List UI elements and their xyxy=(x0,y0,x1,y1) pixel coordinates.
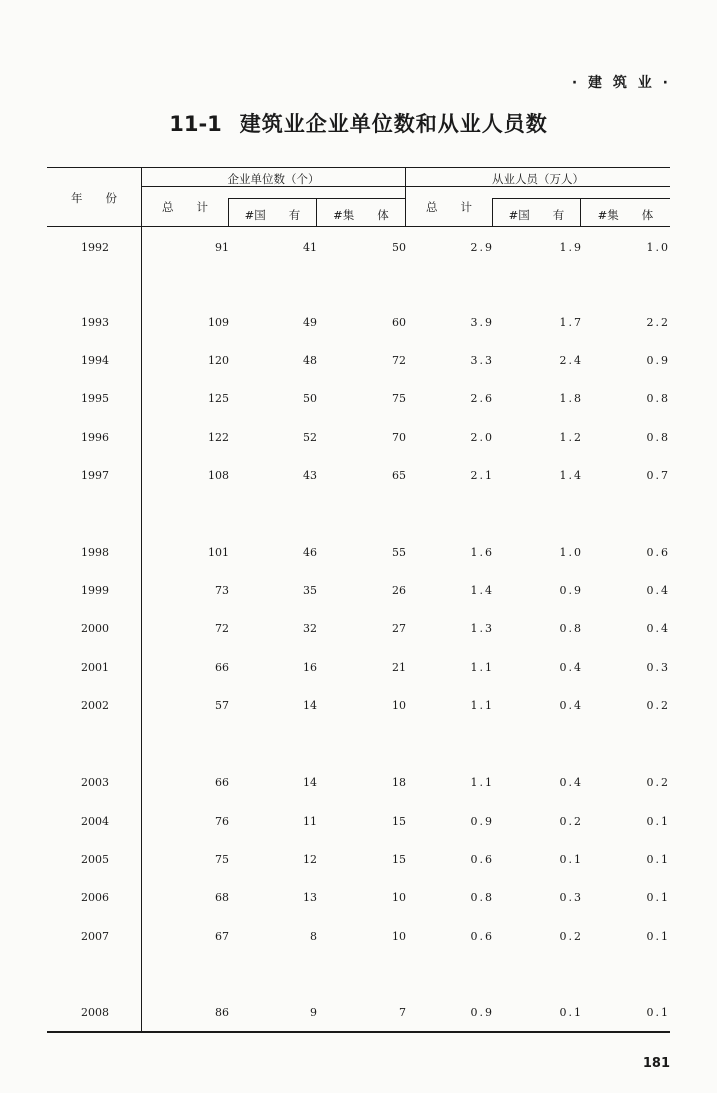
employment-header: 从业人员（万人） xyxy=(492,172,584,186)
table-row xyxy=(0,661,717,677)
employment-collective-cell: 0.9 xyxy=(646,354,670,367)
table-row xyxy=(0,891,717,907)
enterprise-total-cell: 68 xyxy=(215,891,229,904)
employment-collective-cell: 0.1 xyxy=(646,930,670,943)
employment-total-cell: 2.1 xyxy=(470,469,494,482)
enterprise-collective-cell: 10 xyxy=(392,930,406,943)
employment-state-cell: 0.2 xyxy=(559,815,583,828)
enterprise-state-cell: 49 xyxy=(303,316,317,329)
enterprise-collective-cell: 10 xyxy=(392,699,406,712)
enterprise-total-cell: 108 xyxy=(208,469,229,482)
enterprise-state-cell: 14 xyxy=(303,699,317,712)
enterprise-collective-cell: 21 xyxy=(392,661,406,674)
enterprise-state-cell: 48 xyxy=(303,354,317,367)
table-row xyxy=(0,622,717,638)
enterprise-total-cell: 75 xyxy=(215,853,229,866)
enterprise-state-cell: 8 xyxy=(310,930,317,943)
enterprise-state-cell: 32 xyxy=(303,622,317,635)
enterprise-total-cell: 57 xyxy=(215,699,229,712)
enterprise-total-cell: 125 xyxy=(208,392,229,405)
employment-collective-cell: 0.6 xyxy=(646,546,670,559)
enterprise-state-cell: 13 xyxy=(303,891,317,904)
employment-state-header: #国 有 xyxy=(508,208,565,222)
enterprise-collective-cell: 27 xyxy=(392,622,406,635)
enterprise-state-cell: 12 xyxy=(303,853,317,866)
enterprise-state-cell: 46 xyxy=(303,546,317,559)
employment-state-cell: 1.2 xyxy=(559,431,583,444)
employment-total-cell: 1.1 xyxy=(470,699,494,712)
enterprise-state-cell: 11 xyxy=(303,815,317,828)
employment-collective-cell: 2.2 xyxy=(646,316,670,329)
employment-collective-cell: 1.0 xyxy=(646,241,670,254)
table-row xyxy=(0,241,717,257)
enterprise-total-header: 总 计 xyxy=(162,200,208,214)
employment-collective-cell: 0.1 xyxy=(646,853,670,866)
employment-collective-cell: 0.1 xyxy=(646,891,670,904)
employment-state-cell: 1.7 xyxy=(559,316,583,329)
enterprise-state-cell: 16 xyxy=(303,661,317,674)
enterprise-collective-cell: 65 xyxy=(392,469,406,482)
employment-total-cell: 0.6 xyxy=(470,853,494,866)
enterprise-total-cell: 86 xyxy=(215,1006,229,1019)
enterprise-collective-cell: 60 xyxy=(392,316,406,329)
employment-total-cell: 1.1 xyxy=(470,776,494,789)
enterprise-total-cell: 66 xyxy=(215,776,229,789)
year-cell: 1996 xyxy=(81,431,109,444)
table-row xyxy=(0,699,717,715)
employment-state-cell: 1.9 xyxy=(559,241,583,254)
table-row xyxy=(0,815,717,831)
employment-state-cell: 0.2 xyxy=(559,930,583,943)
enterprise-total-cell: 109 xyxy=(208,316,229,329)
employment-collective-cell: 0.4 xyxy=(646,584,670,597)
year-cell: 1997 xyxy=(81,469,109,482)
enterprise-total-cell: 91 xyxy=(215,241,229,254)
table-row xyxy=(0,546,717,562)
employment-total-cell: 0.8 xyxy=(470,891,494,904)
employment-collective-cell: 0.1 xyxy=(646,815,670,828)
enterprise-total-cell: 122 xyxy=(208,431,229,444)
year-cell: 2008 xyxy=(81,1006,109,1019)
employment-state-cell: 0.3 xyxy=(559,891,583,904)
employment-total-cell: 3.3 xyxy=(470,354,494,367)
employment-state-cell: 0.4 xyxy=(559,776,583,789)
year-cell: 1999 xyxy=(81,584,109,597)
employment-state-cell: 1.8 xyxy=(559,392,583,405)
year-cell: 2000 xyxy=(81,622,109,635)
employment-total-cell: 1.3 xyxy=(470,622,494,635)
enterprise-collective-cell: 15 xyxy=(392,853,406,866)
employment-state-cell: 0.4 xyxy=(559,699,583,712)
enterprise-total-cell: 67 xyxy=(215,930,229,943)
year-column-header: 年 份 xyxy=(71,191,117,205)
enterprise-state-cell: 43 xyxy=(303,469,317,482)
employment-total-cell: 1.4 xyxy=(470,584,494,597)
employment-total-cell: 3.9 xyxy=(470,316,494,329)
year-cell: 2002 xyxy=(81,699,109,712)
subheader-top-rule xyxy=(493,198,670,199)
employment-state-cell: 0.8 xyxy=(559,622,583,635)
table-row xyxy=(0,431,717,447)
employment-total-cell: 1.6 xyxy=(470,546,494,559)
enterprise-total-cell: 73 xyxy=(215,584,229,597)
enterprise-count-header: 企业单位数（个） xyxy=(227,172,320,186)
enterprise-total-cell: 76 xyxy=(215,815,229,828)
employment-total-cell: 0.9 xyxy=(470,1006,494,1019)
employment-state-cell: 0.1 xyxy=(559,853,583,866)
enterprise-collective-cell: 75 xyxy=(392,392,406,405)
enterprise-collective-cell: 50 xyxy=(392,241,406,254)
employment-state-cell: 0.1 xyxy=(559,1006,583,1019)
year-cell: 2001 xyxy=(81,661,109,674)
table-row xyxy=(0,584,717,600)
enterprise-total-cell: 120 xyxy=(208,354,229,367)
page-title xyxy=(0,108,717,138)
year-cell: 2005 xyxy=(81,853,109,866)
employment-state-cell: 1.0 xyxy=(559,546,583,559)
enterprise-state-header: #国 有 xyxy=(244,208,301,222)
year-cell: 1998 xyxy=(81,546,109,559)
enterprise-total-cell: 101 xyxy=(208,546,229,559)
enterprise-total-cell: 66 xyxy=(215,661,229,674)
employment-state-cell: 2.4 xyxy=(559,354,583,367)
year-cell: 2006 xyxy=(81,891,109,904)
employment-collective-cell: 0.7 xyxy=(646,469,670,482)
table-row xyxy=(0,776,717,792)
enterprise-state-cell: 50 xyxy=(303,392,317,405)
employment-total-cell: 2.9 xyxy=(470,241,494,254)
table-row xyxy=(0,930,717,946)
employment-collective-cell: 0.2 xyxy=(646,699,670,712)
enterprise-collective-cell: 70 xyxy=(392,431,406,444)
enterprise-collective-cell: 26 xyxy=(392,584,406,597)
subheader-top-rule xyxy=(229,198,405,199)
page-number: 181 xyxy=(642,1056,670,1071)
enterprise-collective-cell: 7 xyxy=(399,1006,406,1019)
enterprise-collective-cell: 15 xyxy=(392,815,406,828)
enterprise-state-cell: 41 xyxy=(303,241,317,254)
employment-state-cell: 1.4 xyxy=(559,469,583,482)
employment-total-cell: 2.0 xyxy=(470,431,494,444)
table-row xyxy=(0,1006,717,1022)
table-row xyxy=(0,354,717,370)
employment-state-cell: 0.9 xyxy=(559,584,583,597)
year-cell: 2003 xyxy=(81,776,109,789)
employment-total-cell: 0.6 xyxy=(470,930,494,943)
year-cell: 1994 xyxy=(81,354,109,367)
employment-collective-cell: 0.8 xyxy=(646,392,670,405)
enterprise-state-cell: 9 xyxy=(310,1006,317,1019)
enterprise-collective-cell: 55 xyxy=(392,546,406,559)
enterprise-collective-header: #集 体 xyxy=(333,208,389,222)
employment-collective-cell: 0.4 xyxy=(646,622,670,635)
table-row xyxy=(0,392,717,408)
year-cell: 1993 xyxy=(81,316,109,329)
table-row xyxy=(0,853,717,869)
table-title: 建筑业企业单位数和从业人员数 xyxy=(239,112,548,136)
employment-total-cell: 0.9 xyxy=(470,815,494,828)
enterprise-total-cell: 72 xyxy=(215,622,229,635)
employment-collective-cell: 0.8 xyxy=(646,431,670,444)
employment-collective-cell: 0.1 xyxy=(646,1006,670,1019)
employment-total-header: 总 计 xyxy=(426,200,472,214)
enterprise-collective-cell: 72 xyxy=(392,354,406,367)
year-cell: 2007 xyxy=(81,930,109,943)
table-row xyxy=(0,469,717,485)
enterprise-collective-cell: 18 xyxy=(392,776,406,789)
employment-collective-header: #集 体 xyxy=(597,208,654,222)
employment-collective-cell: 0.2 xyxy=(646,776,670,789)
employment-state-cell: 0.4 xyxy=(559,661,583,674)
enterprise-collective-cell: 10 xyxy=(392,891,406,904)
employment-collective-cell: 0.3 xyxy=(646,661,670,674)
year-cell: 1995 xyxy=(81,392,109,405)
enterprise-state-cell: 14 xyxy=(303,776,317,789)
table-row xyxy=(0,316,717,332)
enterprise-state-cell: 35 xyxy=(303,584,317,597)
enterprise-state-cell: 52 xyxy=(303,431,317,444)
employment-total-cell: 2.6 xyxy=(470,392,494,405)
section-header: · 建 筑 业 · xyxy=(571,75,671,91)
employment-total-cell: 1.1 xyxy=(470,661,494,674)
year-cell: 2004 xyxy=(81,815,109,828)
year-cell: 1992 xyxy=(81,241,109,254)
table-number: 11-1 xyxy=(169,112,222,136)
